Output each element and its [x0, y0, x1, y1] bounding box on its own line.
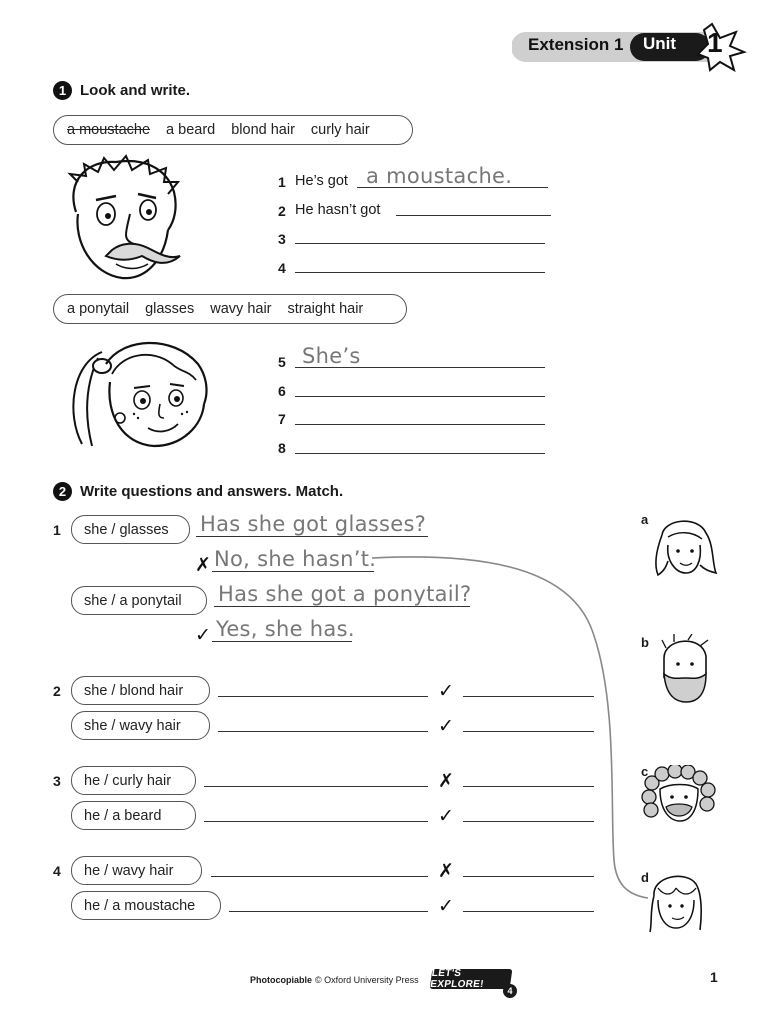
- prompt-pill: [71, 711, 210, 740]
- sentence-number: 1: [278, 174, 286, 190]
- sentence-number: 8: [278, 440, 286, 456]
- prompt-pill: [71, 891, 221, 920]
- page-number: 1: [710, 969, 718, 985]
- word-box-2-word: wavy hair: [210, 301, 272, 317]
- answer-line[interactable]: [211, 876, 428, 877]
- unit-label: Unit: [643, 34, 677, 53]
- matching-line: [370, 550, 655, 900]
- word-box-2: [53, 294, 407, 324]
- face-c-illustration[interactable]: [640, 765, 718, 825]
- answer-line[interactable]: [218, 696, 428, 697]
- word-box-1-word: a beard: [166, 122, 216, 138]
- word-box-2-word: a ponytail: [67, 301, 130, 317]
- answer-line[interactable]: [463, 821, 594, 822]
- answer-line[interactable]: [218, 731, 428, 732]
- answer-line[interactable]: [295, 396, 545, 397]
- answer-line[interactable]: [204, 786, 428, 787]
- answer-line[interactable]: [212, 641, 352, 642]
- answer-line[interactable]: [295, 453, 545, 454]
- handwritten-answer: She’s: [302, 344, 361, 368]
- cross-mark-icon: ✗: [438, 861, 454, 882]
- check-mark-icon: ✓: [438, 716, 454, 737]
- face-a-illustration[interactable]: [648, 515, 718, 581]
- sentence-number: 4: [278, 260, 286, 276]
- extension-label: Extension 1: [528, 35, 624, 54]
- sentence-number: 3: [278, 231, 286, 247]
- word-box-2-word: glasses: [145, 301, 195, 317]
- handwritten-answer: Yes, she has.: [216, 617, 355, 641]
- prompt-pill: [71, 801, 196, 830]
- exercise1-title: Look and write.: [80, 82, 191, 99]
- answer-line[interactable]: [463, 696, 594, 697]
- word-box-1: [53, 115, 413, 145]
- sentence-prompt: He hasn’t got: [295, 202, 381, 218]
- prompt-pill: [71, 856, 202, 885]
- lets-explore-logo: [430, 969, 513, 989]
- match-letter-c: c: [641, 764, 649, 779]
- exercise2-heading: [53, 482, 343, 501]
- prompt-pill-text: he / a beard: [84, 807, 162, 824]
- item-number: 3: [53, 773, 61, 789]
- handwritten-question: Has she got a ponytail?: [218, 582, 472, 606]
- prompt-pill-text: he / curly hair: [84, 772, 172, 789]
- word-box-2-word: straight hair: [287, 301, 364, 317]
- exercise1-number-badge: 1: [53, 81, 72, 100]
- prompt-pill-text: she / a ponytail: [84, 592, 182, 609]
- check-mark-icon: ✓: [438, 896, 454, 917]
- match-letter-a: a: [641, 512, 649, 527]
- girl-ponytail-illustration: [62, 334, 212, 454]
- item-number: 1: [53, 522, 61, 538]
- word-box-1-word: curly hair: [310, 122, 370, 138]
- man-moustache-illustration: [56, 152, 191, 287]
- cross-mark-icon: ✗: [438, 771, 454, 792]
- handwritten-answer: a moustache.: [366, 164, 513, 188]
- item-number: 4: [53, 863, 61, 879]
- sentence-prompt: He’s got: [295, 173, 348, 189]
- copyright-text: © Oxford University Press: [315, 975, 419, 985]
- prompt-pill: [71, 766, 196, 795]
- exercise1-heading: [53, 81, 190, 100]
- answer-line[interactable]: [463, 786, 594, 787]
- check-mark-icon: ✓: [438, 806, 454, 827]
- answer-line[interactable]: [463, 876, 594, 877]
- answer-line[interactable]: [229, 911, 428, 912]
- word-box-1-word: a moustache: [67, 122, 151, 138]
- answer-line[interactable]: [295, 243, 545, 244]
- exercise2-title: Write questions and answers. Match.: [80, 483, 344, 500]
- prompt-pill-text: she / blond hair: [84, 682, 184, 699]
- prompt-pill-text: he / a moustache: [84, 897, 196, 914]
- answer-line[interactable]: [295, 424, 545, 425]
- prompt-pill-text: she / wavy hair: [84, 717, 181, 734]
- answer-line[interactable]: [204, 821, 428, 822]
- answer-line[interactable]: [212, 571, 374, 572]
- answer-line[interactable]: [196, 536, 428, 537]
- logo-text: LET'S EXPLORE!: [429, 968, 485, 990]
- match-letter-b: b: [641, 635, 649, 650]
- exercise2-number-badge: 2: [53, 482, 72, 501]
- prompt-pill: [71, 515, 190, 544]
- handwritten-answer: No, she hasn’t.: [214, 547, 377, 571]
- handwritten-question: Has she got glasses?: [200, 512, 427, 536]
- sentence-number: 7: [278, 411, 286, 427]
- word-box-1-word: blond hair: [231, 122, 295, 138]
- sentence-number: 2: [278, 203, 286, 219]
- prompt-pill-text: she / glasses: [84, 521, 169, 538]
- answer-line[interactable]: [463, 731, 594, 732]
- cross-mark-icon: ✗: [195, 555, 211, 576]
- prompt-pill-text: he / wavy hair: [84, 862, 174, 879]
- face-d-illustration[interactable]: [646, 870, 708, 934]
- sentence-number: 5: [278, 354, 286, 370]
- answer-line[interactable]: [295, 272, 545, 273]
- sentence-number: 6: [278, 383, 286, 399]
- item-number: 2: [53, 683, 61, 699]
- footer-credit: [250, 975, 419, 985]
- photocopiable-label: Photocopiable: [250, 975, 313, 985]
- prompt-pill: [71, 586, 207, 615]
- check-mark-icon: ✓: [195, 625, 211, 646]
- match-letter-d: d: [641, 870, 649, 885]
- check-mark-icon: ✓: [438, 681, 454, 702]
- prompt-pill: [71, 676, 210, 705]
- logo-number-badge: 4: [503, 984, 517, 998]
- answer-line[interactable]: [463, 911, 594, 912]
- answer-line[interactable]: [396, 215, 551, 216]
- unit-number: 1: [707, 27, 723, 58]
- face-b-illustration[interactable]: [654, 634, 714, 704]
